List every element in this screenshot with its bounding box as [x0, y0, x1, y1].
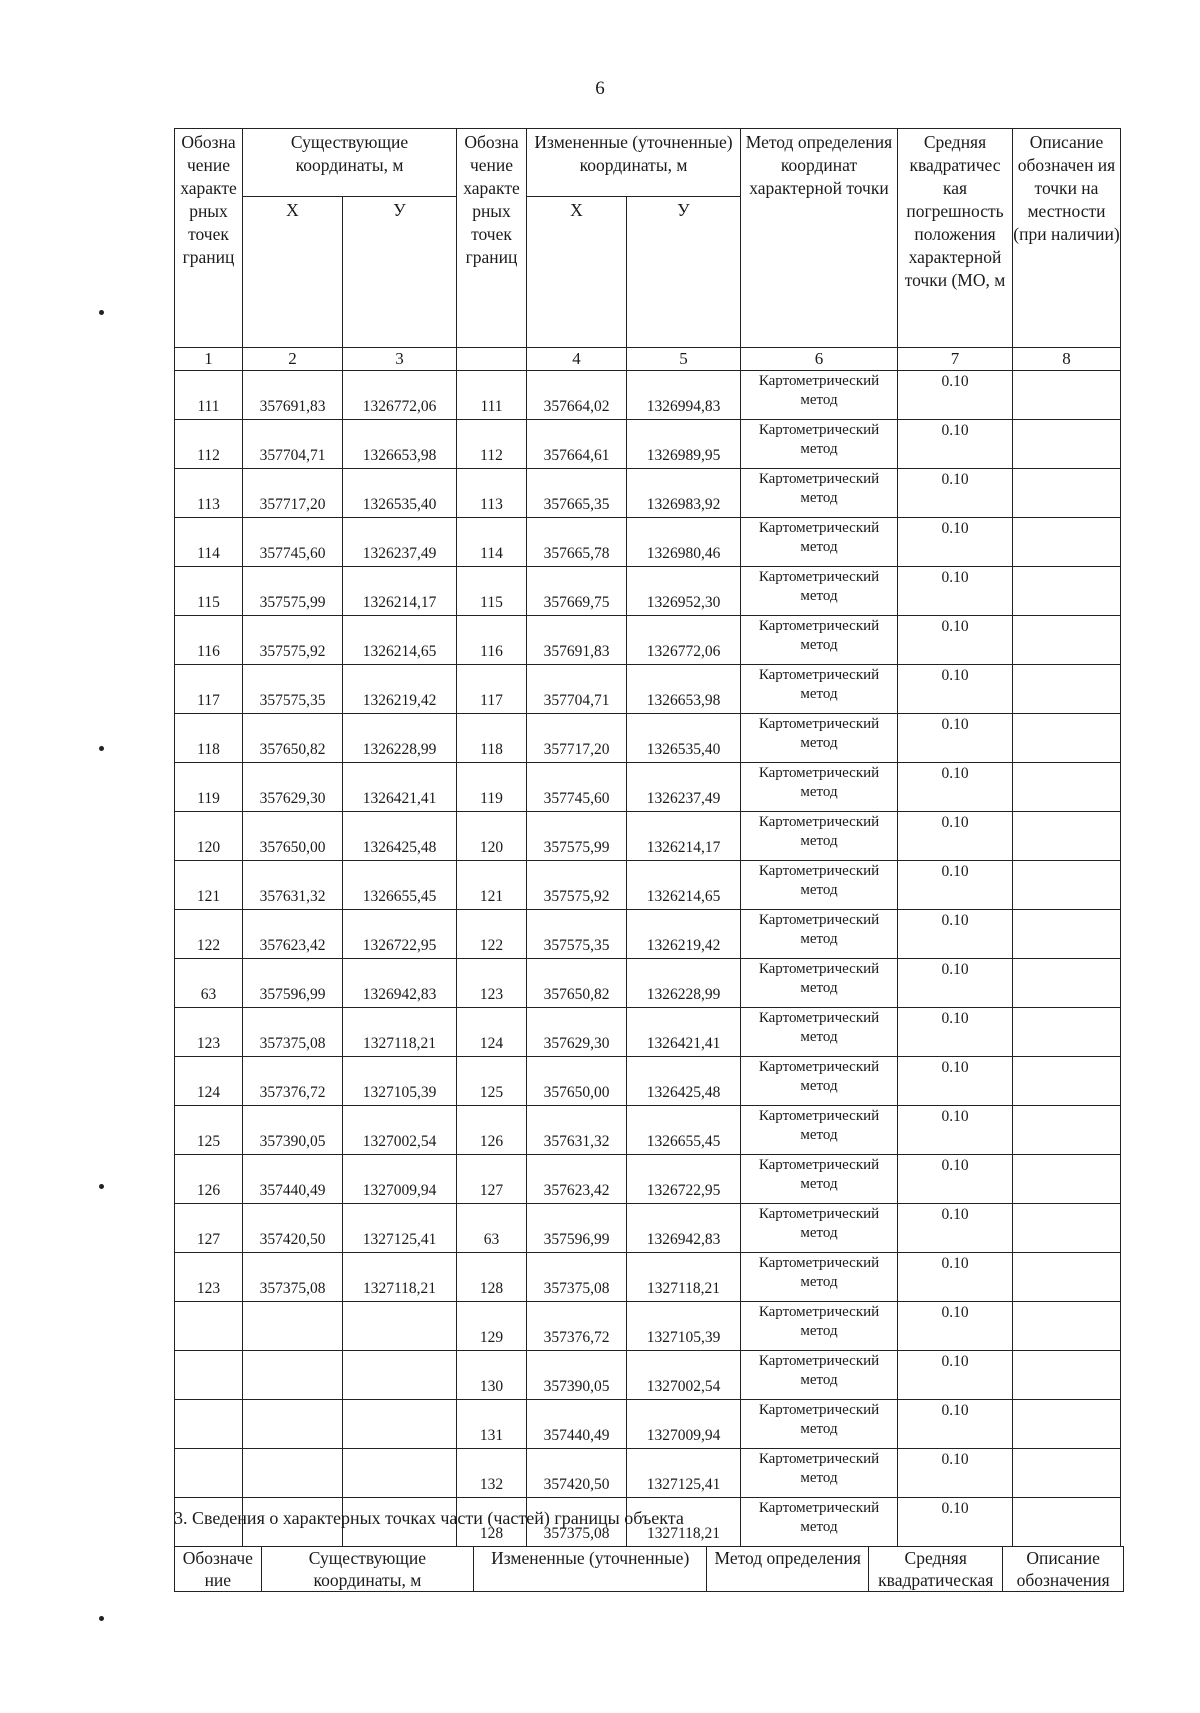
section-3-title: 3. Сведения о характерных точках части (частей) границы объекта — [174, 1508, 684, 1528]
table-row — [175, 567, 1121, 616]
changed-y-cell: 1326214,65 — [627, 861, 741, 910]
point-number-cell: 63 — [175, 959, 243, 1008]
changed-y-cell: 1327009,94 — [627, 1400, 741, 1449]
existing-x-cell: 357704,71 — [243, 420, 343, 469]
column-number: 7 — [898, 348, 1013, 371]
description-cell — [1013, 1449, 1121, 1498]
header-existing-coords: Существующие координаты, м — [243, 129, 457, 197]
changed-y-cell: 1326653,98 — [627, 665, 741, 714]
table-row — [175, 469, 1121, 518]
changed-x-cell: 357440,49 — [527, 1400, 627, 1449]
existing-y-cell: 1326425,48 — [343, 812, 457, 861]
changed-y-cell: 1326942,83 — [627, 1204, 741, 1253]
point-number-cell: 114 — [175, 518, 243, 567]
table-row — [175, 420, 1121, 469]
error-value-cell: 0.10 — [898, 1302, 1013, 1351]
binding-hole-mark — [99, 746, 104, 751]
description-cell — [1013, 420, 1121, 469]
existing-x-cell: 357631,32 — [243, 861, 343, 910]
changed-x-cell: 357704,71 — [527, 665, 627, 714]
method-cell: Картометрический метод — [741, 1302, 898, 1351]
point-number-cell: 129 — [457, 1302, 527, 1351]
method-cell: Картометрический метод — [741, 763, 898, 812]
existing-y-cell: 1327118,21 — [343, 1253, 457, 1302]
table-row — [175, 763, 1121, 812]
point-number-cell: 112 — [175, 420, 243, 469]
point-number-cell: 112 — [457, 420, 527, 469]
changed-x-cell: 357745,60 — [527, 763, 627, 812]
point-number-cell: 111 — [175, 371, 243, 420]
existing-y-cell: 1327002,54 — [343, 1106, 457, 1155]
existing-y-cell: 1326772,06 — [343, 371, 457, 420]
existing-y-cell: 1326228,99 — [343, 714, 457, 763]
changed-x-cell: 357390,05 — [527, 1351, 627, 1400]
description-cell — [1013, 1498, 1121, 1547]
error-value-cell: 0.10 — [898, 1204, 1013, 1253]
description-cell — [1013, 469, 1121, 518]
part-header-changed: Измененные (уточненные) — [474, 1547, 707, 1592]
description-cell — [1013, 910, 1121, 959]
changed-x-cell: 357717,20 — [527, 714, 627, 763]
existing-y-cell: 1326214,65 — [343, 616, 457, 665]
header-point-designation: Обозна чение характе рных точек границ — [175, 129, 243, 348]
column-number: 5 — [627, 348, 741, 371]
point-number-cell: 117 — [457, 665, 527, 714]
existing-x-cell — [243, 1302, 343, 1351]
changed-y-cell: 1327118,21 — [627, 1498, 741, 1547]
changed-x-cell: 357650,00 — [527, 1057, 627, 1106]
description-cell — [1013, 1155, 1121, 1204]
description-cell — [1013, 1302, 1121, 1351]
point-number-cell: 125 — [457, 1057, 527, 1106]
error-value-cell: 0.10 — [898, 959, 1013, 1008]
changed-y-cell: 1327105,39 — [627, 1302, 741, 1351]
method-cell: Картометрический метод — [741, 1204, 898, 1253]
table-row — [175, 1106, 1121, 1155]
point-number-cell: 123 — [457, 959, 527, 1008]
description-cell — [1013, 763, 1121, 812]
method-cell: Картометрический метод — [741, 714, 898, 763]
error-value-cell: 0.10 — [898, 469, 1013, 518]
error-value-cell: 0.10 — [898, 861, 1013, 910]
point-number-cell: 118 — [175, 714, 243, 763]
header-existing-x: X — [243, 197, 343, 348]
point-number-cell: 128 — [457, 1498, 527, 1547]
table-row — [175, 1155, 1121, 1204]
method-cell: Картометрический метод — [741, 1498, 898, 1547]
point-number-cell: 131 — [457, 1400, 527, 1449]
description-cell — [1013, 1057, 1121, 1106]
changed-y-cell: 1326219,42 — [627, 910, 741, 959]
method-cell: Картометрический метод — [741, 1351, 898, 1400]
header-error: Средняя квадратичес кая погрешность положения характерной точки (МО, м — [898, 129, 1013, 348]
description-cell — [1013, 1253, 1121, 1302]
error-value-cell: 0.10 — [898, 665, 1013, 714]
existing-x-cell: 357745,60 — [243, 518, 343, 567]
column-number — [457, 348, 527, 371]
method-cell: Картометрический метод — [741, 665, 898, 714]
point-number-cell: 119 — [457, 763, 527, 812]
existing-y-cell: 1326214,17 — [343, 567, 457, 616]
binding-hole-mark — [99, 1184, 104, 1189]
existing-y-cell — [343, 1351, 457, 1400]
changed-x-cell: 357375,08 — [527, 1498, 627, 1547]
description-cell — [1013, 1400, 1121, 1449]
changed-y-cell: 1326772,06 — [627, 616, 741, 665]
description-cell — [1013, 1106, 1121, 1155]
column-number: 1 — [175, 348, 243, 371]
changed-y-cell: 1326983,92 — [627, 469, 741, 518]
binding-hole-mark — [99, 310, 104, 315]
existing-y-cell: 1327118,21 — [343, 1008, 457, 1057]
description-cell — [1013, 371, 1121, 420]
point-number-cell: 121 — [457, 861, 527, 910]
changed-x-cell: 357664,61 — [527, 420, 627, 469]
point-number-cell: 118 — [457, 714, 527, 763]
method-cell: Картометрический метод — [741, 518, 898, 567]
changed-y-cell: 1326228,99 — [627, 959, 741, 1008]
part-header-existing: Существующие координаты, м — [261, 1547, 473, 1592]
point-number-cell: 114 — [457, 518, 527, 567]
changed-x-cell: 357664,02 — [527, 371, 627, 420]
method-cell: Картометрический метод — [741, 469, 898, 518]
description-cell — [1013, 861, 1121, 910]
header-description: Описание обозначен ия точки на местности (при наличии) — [1013, 129, 1121, 348]
method-cell: Картометрический метод — [741, 420, 898, 469]
column-number: 6 — [741, 348, 898, 371]
method-cell: Картометрический метод — [741, 1449, 898, 1498]
error-value-cell: 0.10 — [898, 910, 1013, 959]
error-value-cell: 0.10 — [898, 1106, 1013, 1155]
point-number-cell: 122 — [457, 910, 527, 959]
table-row — [175, 812, 1121, 861]
point-number-cell — [175, 1351, 243, 1400]
existing-x-cell: 357575,35 — [243, 665, 343, 714]
point-number-cell: 123 — [175, 1008, 243, 1057]
error-value-cell: 0.10 — [898, 1400, 1013, 1449]
existing-y-cell: 1327009,94 — [343, 1155, 457, 1204]
table-row — [175, 959, 1121, 1008]
existing-y-cell — [343, 1400, 457, 1449]
existing-x-cell: 357375,08 — [243, 1253, 343, 1302]
changed-y-cell: 1326655,45 — [627, 1106, 741, 1155]
coordinates-table — [174, 128, 1121, 1547]
point-number-cell: 116 — [175, 616, 243, 665]
existing-y-cell: 1326421,41 — [343, 763, 457, 812]
existing-y-cell — [343, 1449, 457, 1498]
changed-y-cell: 1326421,41 — [627, 1008, 741, 1057]
point-number-cell: 126 — [457, 1106, 527, 1155]
existing-x-cell: 357650,82 — [243, 714, 343, 763]
existing-x-cell: 357420,50 — [243, 1204, 343, 1253]
error-value-cell: 0.10 — [898, 567, 1013, 616]
changed-y-cell: 1326952,30 — [627, 567, 741, 616]
error-value-cell: 0.10 — [898, 420, 1013, 469]
table-row — [175, 1253, 1121, 1302]
method-cell: Картометрический метод — [741, 371, 898, 420]
binding-hole-mark — [99, 1616, 104, 1621]
method-cell: Картометрический метод — [741, 910, 898, 959]
changed-x-cell: 357575,35 — [527, 910, 627, 959]
table-row — [175, 714, 1121, 763]
point-number-cell — [175, 1302, 243, 1351]
existing-x-cell: 357650,00 — [243, 812, 343, 861]
error-value-cell: 0.10 — [898, 1498, 1013, 1547]
point-number-cell: 125 — [175, 1106, 243, 1155]
part-header-error: Средняя квадратическая — [869, 1547, 1003, 1592]
changed-x-cell: 357631,32 — [527, 1106, 627, 1155]
changed-x-cell: 357623,42 — [527, 1155, 627, 1204]
description-cell — [1013, 616, 1121, 665]
existing-y-cell: 1326653,98 — [343, 420, 457, 469]
error-value-cell: 0.10 — [898, 1155, 1013, 1204]
part-header-method: Метод определения — [707, 1547, 869, 1592]
method-cell: Картометрический метод — [741, 1400, 898, 1449]
changed-y-cell: 1326980,46 — [627, 518, 741, 567]
error-value-cell: 0.10 — [898, 1449, 1013, 1498]
point-number-cell: 113 — [457, 469, 527, 518]
point-number-cell: 119 — [175, 763, 243, 812]
changed-y-cell: 1326237,49 — [627, 763, 741, 812]
column-number: 2 — [243, 348, 343, 371]
point-number-cell: 113 — [175, 469, 243, 518]
existing-x-cell: 357575,92 — [243, 616, 343, 665]
changed-x-cell: 357596,99 — [527, 1204, 627, 1253]
existing-x-cell: 357623,42 — [243, 910, 343, 959]
point-number-cell: 115 — [175, 567, 243, 616]
changed-y-cell: 1327118,21 — [627, 1253, 741, 1302]
point-number-cell: 120 — [175, 812, 243, 861]
page-number: 6 — [595, 78, 605, 99]
table-row — [175, 1302, 1121, 1351]
point-number-cell: 130 — [457, 1351, 527, 1400]
point-number-cell: 111 — [457, 371, 527, 420]
error-value-cell: 0.10 — [898, 812, 1013, 861]
part-boundary-table — [174, 1546, 1124, 1592]
table-row — [175, 616, 1121, 665]
column-number: 8 — [1013, 348, 1121, 371]
table-row — [175, 1449, 1121, 1498]
changed-x-cell: 357669,75 — [527, 567, 627, 616]
description-cell — [1013, 1204, 1121, 1253]
changed-x-cell: 357665,78 — [527, 518, 627, 567]
part-header-description: Описание обозначения — [1003, 1547, 1124, 1592]
existing-x-cell: 357440,49 — [243, 1155, 343, 1204]
changed-x-cell: 357375,08 — [527, 1253, 627, 1302]
point-number-cell — [175, 1400, 243, 1449]
method-cell: Картометрический метод — [741, 959, 898, 1008]
header-point-designation-2: Обозна чение характе рных точек границ — [457, 129, 527, 348]
error-value-cell: 0.10 — [898, 1253, 1013, 1302]
point-number-cell: 121 — [175, 861, 243, 910]
existing-x-cell: 357575,99 — [243, 567, 343, 616]
point-number-cell: 127 — [457, 1155, 527, 1204]
error-value-cell: 0.10 — [898, 1351, 1013, 1400]
description-cell — [1013, 665, 1121, 714]
table-row — [175, 1400, 1121, 1449]
changed-y-cell: 1327125,41 — [627, 1449, 741, 1498]
method-cell: Картометрический метод — [741, 861, 898, 910]
point-number-cell: 63 — [457, 1204, 527, 1253]
table-row — [175, 1008, 1121, 1057]
changed-x-cell: 357691,83 — [527, 616, 627, 665]
point-number-cell: 127 — [175, 1204, 243, 1253]
method-cell: Картометрический метод — [741, 1253, 898, 1302]
existing-y-cell: 1327105,39 — [343, 1057, 457, 1106]
changed-y-cell: 1326989,95 — [627, 420, 741, 469]
existing-x-cell — [243, 1449, 343, 1498]
existing-y-cell: 1326942,83 — [343, 959, 457, 1008]
point-number-cell: 115 — [457, 567, 527, 616]
existing-y-cell: 1326722,95 — [343, 910, 457, 959]
error-value-cell: 0.10 — [898, 1057, 1013, 1106]
changed-x-cell: 357650,82 — [527, 959, 627, 1008]
existing-y-cell: 1326237,49 — [343, 518, 457, 567]
existing-x-cell: 357390,05 — [243, 1106, 343, 1155]
existing-y-cell: 1327125,41 — [343, 1204, 457, 1253]
existing-x-cell — [243, 1351, 343, 1400]
method-cell: Картометрический метод — [741, 1008, 898, 1057]
existing-x-cell: 357629,30 — [243, 763, 343, 812]
changed-x-cell: 357575,92 — [527, 861, 627, 910]
existing-x-cell: 357596,99 — [243, 959, 343, 1008]
column-number: 3 — [343, 348, 457, 371]
column-number: 4 — [527, 348, 627, 371]
point-number-cell: 116 — [457, 616, 527, 665]
description-cell — [1013, 567, 1121, 616]
description-cell — [1013, 1008, 1121, 1057]
error-value-cell: 0.10 — [898, 371, 1013, 420]
error-value-cell: 0.10 — [898, 616, 1013, 665]
header-changed-y: У — [627, 197, 741, 348]
existing-x-cell: 357376,72 — [243, 1057, 343, 1106]
description-cell — [1013, 812, 1121, 861]
method-cell: Картометрический метод — [741, 812, 898, 861]
existing-y-cell: 1326219,42 — [343, 665, 457, 714]
header-method: Метод определения координат характерной точки — [741, 129, 898, 348]
part-table-header-row — [175, 1547, 1124, 1592]
point-number-cell: 120 — [457, 812, 527, 861]
changed-y-cell: 1326994,83 — [627, 371, 741, 420]
table-row — [175, 1351, 1121, 1400]
table-row — [175, 1057, 1121, 1106]
changed-x-cell: 357665,35 — [527, 469, 627, 518]
error-value-cell: 0.10 — [898, 714, 1013, 763]
point-number-cell: 123 — [175, 1253, 243, 1302]
column-number-row — [175, 348, 1121, 371]
changed-y-cell: 1326535,40 — [627, 714, 741, 763]
changed-y-cell: 1326425,48 — [627, 1057, 741, 1106]
header-changed-coords: Измененные (уточненные) координаты, м — [527, 129, 741, 197]
error-value-cell: 0.10 — [898, 763, 1013, 812]
point-number-cell: 132 — [457, 1449, 527, 1498]
changed-x-cell: 357376,72 — [527, 1302, 627, 1351]
method-cell: Картометрический метод — [741, 616, 898, 665]
existing-x-cell: 357691,83 — [243, 371, 343, 420]
table-row — [175, 1204, 1121, 1253]
table-row — [175, 910, 1121, 959]
changed-y-cell: 1327002,54 — [627, 1351, 741, 1400]
description-cell — [1013, 1351, 1121, 1400]
description-cell — [1013, 959, 1121, 1008]
table-row — [175, 518, 1121, 567]
changed-x-cell: 357629,30 — [527, 1008, 627, 1057]
changed-x-cell: 357420,50 — [527, 1449, 627, 1498]
table-row — [175, 861, 1121, 910]
point-number-cell: 124 — [457, 1008, 527, 1057]
header-changed-x: X — [527, 197, 627, 348]
method-cell: Картометрический метод — [741, 1106, 898, 1155]
point-number-cell — [175, 1449, 243, 1498]
point-number-cell: 122 — [175, 910, 243, 959]
error-value-cell: 0.10 — [898, 518, 1013, 567]
existing-x-cell — [243, 1400, 343, 1449]
method-cell: Картометрический метод — [741, 567, 898, 616]
changed-y-cell: 1326214,17 — [627, 812, 741, 861]
point-number-cell: 126 — [175, 1155, 243, 1204]
point-number-cell: 128 — [457, 1253, 527, 1302]
existing-y-cell — [343, 1302, 457, 1351]
table-row — [175, 665, 1121, 714]
point-number-cell: 124 — [175, 1057, 243, 1106]
description-cell — [1013, 714, 1121, 763]
table-header-row — [175, 129, 1121, 197]
point-number-cell: 117 — [175, 665, 243, 714]
changed-y-cell: 1326722,95 — [627, 1155, 741, 1204]
method-cell: Картометрический метод — [741, 1155, 898, 1204]
error-value-cell: 0.10 — [898, 1008, 1013, 1057]
changed-x-cell: 357575,99 — [527, 812, 627, 861]
description-cell — [1013, 518, 1121, 567]
part-header-designation: Обозначе ние — [175, 1547, 262, 1592]
existing-y-cell: 1326535,40 — [343, 469, 457, 518]
table-row — [175, 371, 1121, 420]
existing-x-cell: 357375,08 — [243, 1008, 343, 1057]
existing-x-cell: 357717,20 — [243, 469, 343, 518]
method-cell: Картометрический метод — [741, 1057, 898, 1106]
existing-y-cell: 1326655,45 — [343, 861, 457, 910]
header-existing-y: У — [343, 197, 457, 348]
